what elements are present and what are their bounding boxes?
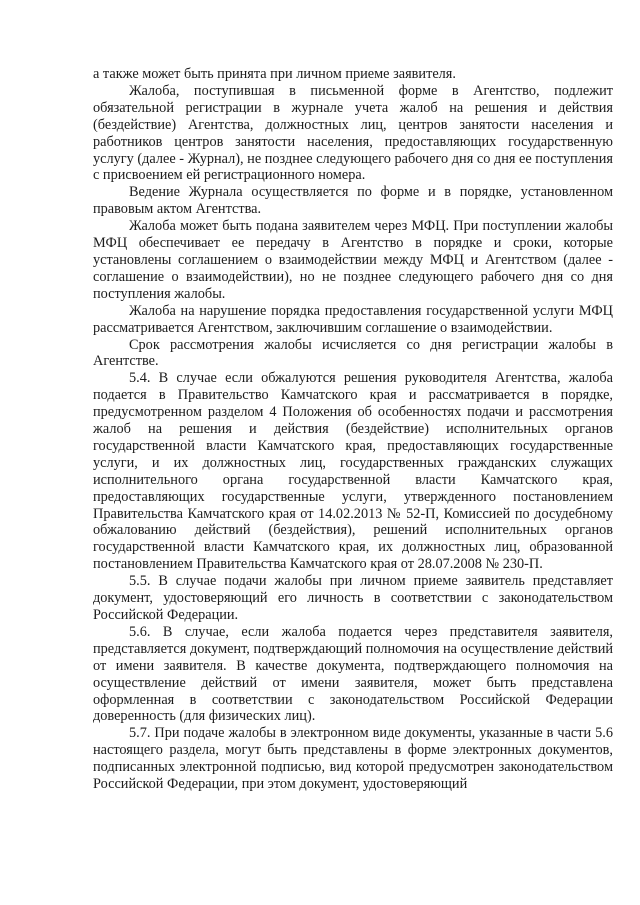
paragraph-review-period: Срок рассмотрения жалобы исчисляется со дня регистрации жалобы в Агентстве. (93, 336, 613, 370)
paragraph-5-6: 5.6. В случае, если жалоба подается через представителя заявителя, представляется документ, подтверждающий полномочия на осуществление действий от имени заявителя. В качестве документа, подтверждающего полномочия на осуществление действий от имени заявителя, может быть представлена оформленная в соответствии с законодательством Российской Федерации доверенность (для физических лиц). (93, 623, 613, 725)
paragraph-complaint-registration: Жалоба, поступившая в письменной форме в Агентство, подлежит обязательной регистрации в журнале учета жалоб на решения и действия (бездействие) Агентства, должностных лиц, центров занятости населения и работников центров занятости населения, предоставляющих государственную услугу (далее - Журнал), не позднее следующего рабочего дня со дня ее поступления с присвоением ей регистрационного номера. (93, 82, 613, 184)
paragraph-5-5: 5.5. В случае подачи жалобы при личном приеме заявитель представляет документ, удостоверяющий его личность в соответствии с законодательством Российской Федерации. (93, 573, 613, 623)
paragraph-mfc-submission: Жалоба может быть подана заявителем через МФЦ. При поступлении жалобы МФЦ обеспечивает ее передачу в Агентство в порядке и сроки, которые установлены соглашением о взаимодействии между МФЦ и Агентством (далее - соглашение о взаимодействии), но не позднее следующего рабочего дня со дня поступления жалобы. (93, 218, 613, 302)
paragraph-continuation: а также может быть принята при личном приеме заявителя. (93, 66, 456, 82)
paragraph-mfc-violation: Жалоба на нарушение порядка предоставления государственной услуги МФЦ рассматривается Агентством, заключившим соглашение о взаимодействии. (93, 302, 613, 336)
document-body (93, 66, 613, 793)
paragraph-journal-maintenance: Ведение Журнала осуществляется по форме и в порядке, установленном правовым актом Агентства. (93, 184, 613, 218)
paragraph-5-7: 5.7. При подаче жалобы в электронном виде документы, указанные в части 5.6 настоящего раздела, могут быть представлены в форме электронных документов, подписанных электронной подписью, вид которой предусмотрен законодательством Российской Федерации, при этом документ, удостоверяющий (93, 725, 613, 793)
paragraph-5-4: 5.4. В случае если обжалуются решения руководителя Агентства, жалоба подается в Правительство Камчатского края и рассматривается в порядке, предусмотренном разделом 4 Положения об особенностях подачи и рассмотрения жалоб на решения и действия (бездействие) исполнительных органов государственной власти Камчатского края, предоставляющих государственные услуги, и их должностных лиц, государственных гражданских служащих исполнительного органа государственной власти Камчатского края, предоставляющих государственные услуги, утвержденного постановлением Правительства Камчатского края от 14.02.2013 № 52-П, Комиссией по досудебному обжалованию действий (бездействия), решений исполнительных органов государственной власти Камчатского края, их должностных лиц, образованной постановлением Правительства Камчатского края от 28.07.2008 № 230-П. (93, 370, 613, 573)
